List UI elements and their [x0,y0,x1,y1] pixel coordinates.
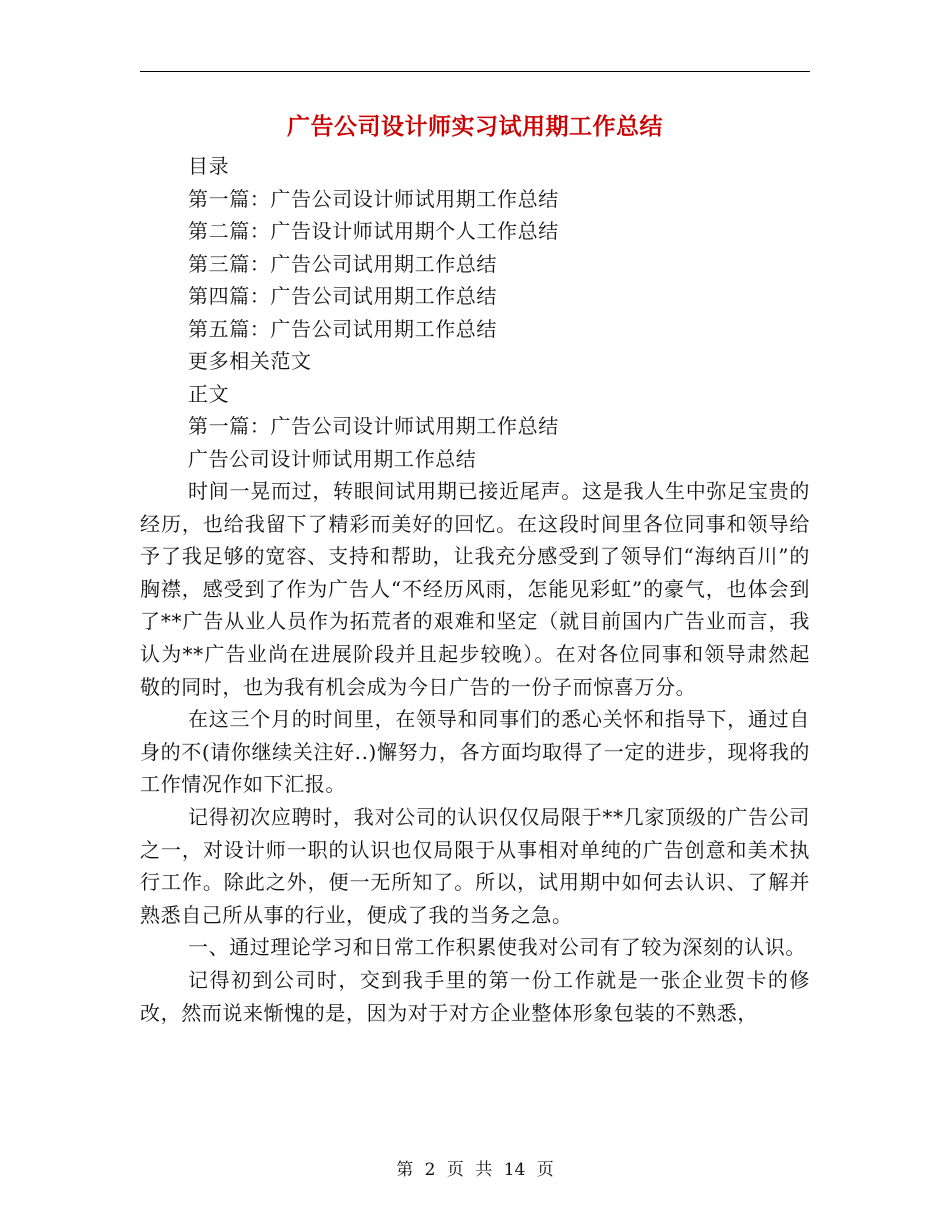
toc-item-4[interactable]: 第四篇：广告公司试用期工作总结 [188,284,497,308]
article-body [140,475,810,1029]
paragraph-2: 在这三个月的时间里，在领导和同事们的悉心关怀和指导下，通过自身的不(请你继续关注好..)懈努力，各方面均取得了一定的进步，现将我的工作情况作如下汇报。 [140,707,810,797]
article-subtitle: 广告公司设计师试用期工作总结 [188,447,477,471]
paragraph-4: 一、通过理论学习和日常工作积累使我对公司有了较为深刻的认识。 [188,935,806,960]
toc-heading: 目录 [188,154,230,178]
toc-item-5[interactable]: 第五篇：广告公司试用期工作总结 [188,317,497,341]
body-heading: 正文 [188,382,230,406]
article-heading: 第一篇：广告公司设计师试用期工作总结 [188,414,559,438]
paragraph-5: 记得初到公司时，交到我手里的第一份工作就是一张企业贺卡的修改，然而说来惭愧的是，因为对于对方企业整体形象包装的不熟悉， [140,967,810,1025]
toc-item-3[interactable]: 第三篇：广告公司试用期工作总结 [188,252,497,276]
paragraph-3: 记得初次应聘时，我对公司的认识仅仅局限于**几家顶级的广告公司之一，对设计师一职的认识也仅局限于从事相对单纯的广告创意和美术执行工作。除此之外，便一无所知了。所以，试用期中如何去认识、了解并熟悉自己所从事的行业，便成了我的当务之急。 [140,804,810,927]
paragraph-1: 时间一晃而过，转眼间试用期已接近尾声。这是我人生中弥足宝贵的经历，也给我留下了精彩而美好的回忆。在这段时间里各位同事和领导给予了我足够的宽容、支持和帮助，让我充分感受到了领导们“海纳百川”的胸襟，感受到了作为广告人“不经历风雨，怎能见彩虹”的豪气，也体会到了**广告从业人员作为拓荒者的艰难和坚定（就目前国内广告业而言，我认为**广告业尚在进展阶段并且起步较晚）。在对各位同事和领导肃然起敬的同时，也为我有机会成为今日广告的一份子而惊喜万分。 [140,479,810,699]
more-articles-link[interactable]: 更多相关范文 [188,349,312,373]
header-rule [140,71,810,72]
document-title: 广告公司设计师实习试用期工作总结 [287,114,663,140]
page-number: 第 2 页 共 14 页 [396,1160,554,1180]
toc-item-1[interactable]: 第一篇：广告公司设计师试用期工作总结 [188,187,559,211]
toc-item-2[interactable]: 第二篇：广告设计师试用期个人工作总结 [188,219,559,243]
